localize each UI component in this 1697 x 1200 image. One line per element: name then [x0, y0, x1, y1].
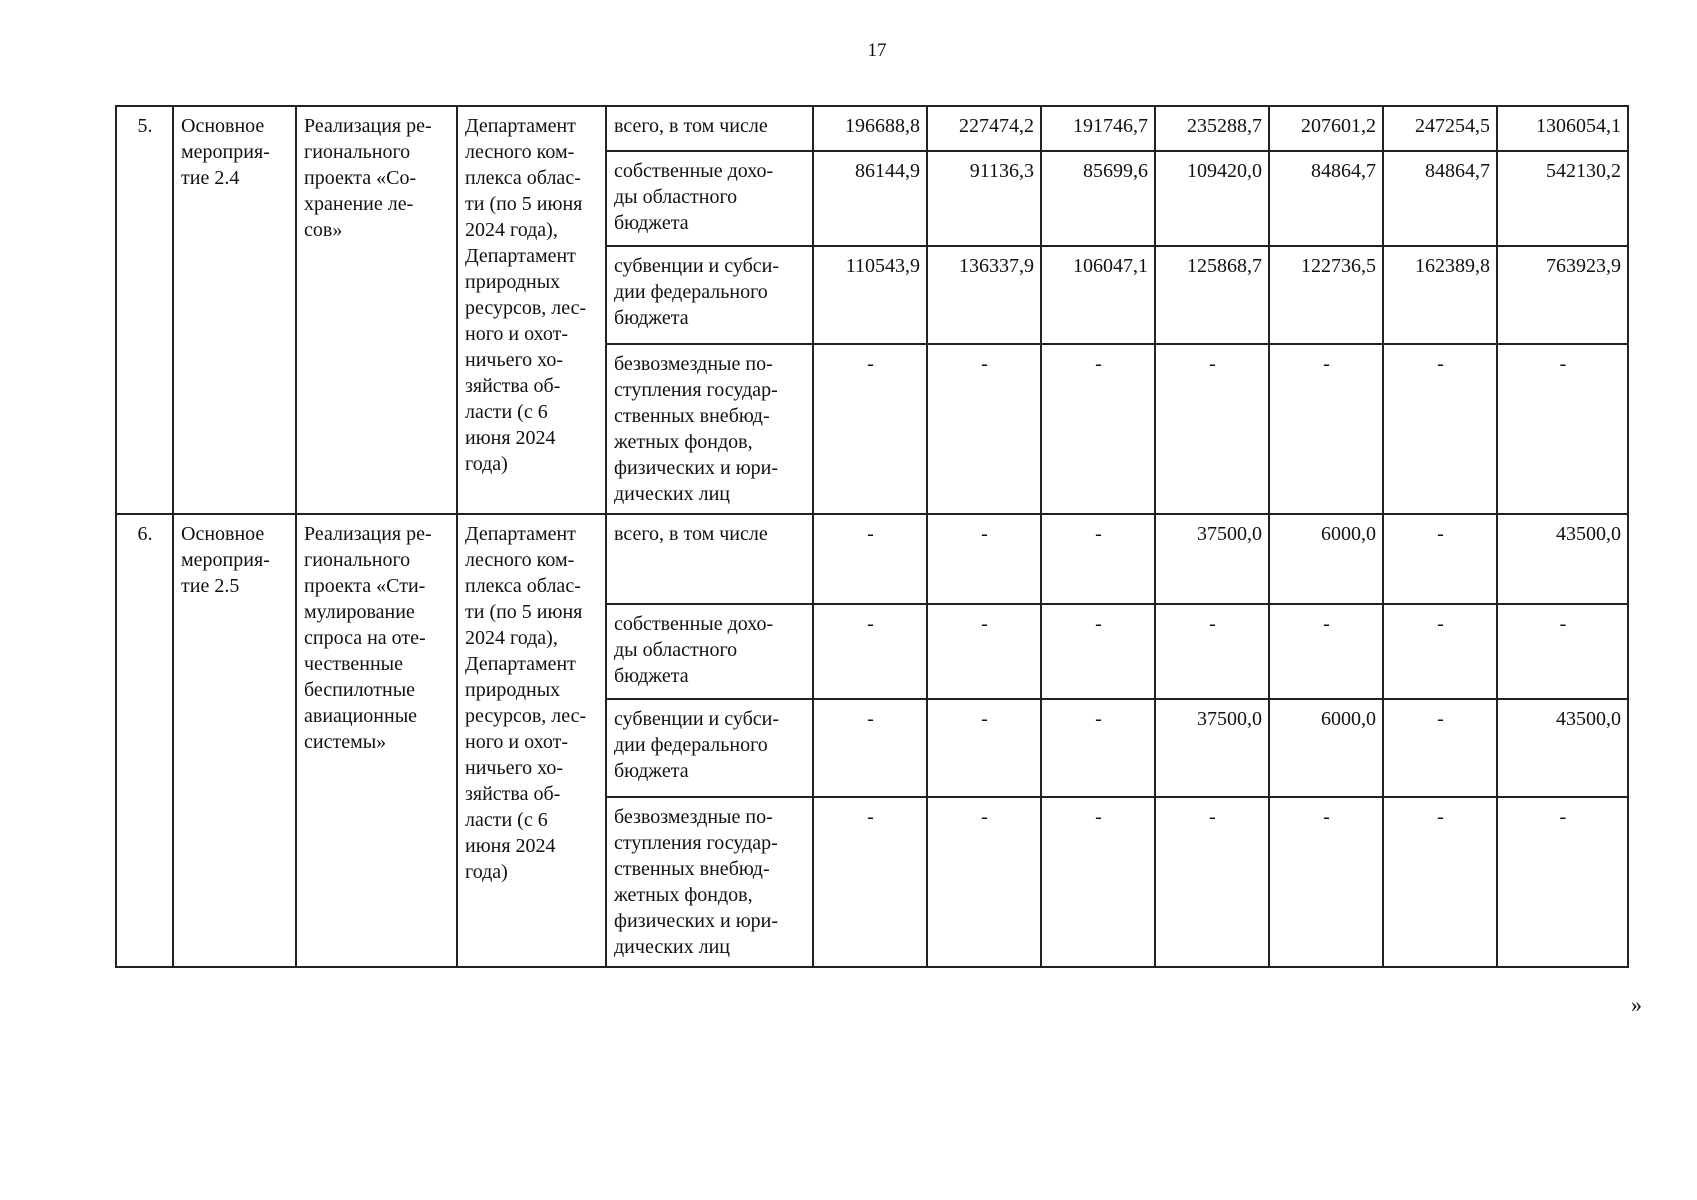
project-cell-text: Реализация ре- гионального проекта «Со- хранение ле- сов»	[304, 115, 432, 241]
table-row	[116, 106, 1628, 151]
amount-cell: -	[1041, 344, 1155, 514]
amount-cell: -	[927, 514, 1041, 604]
funding-source-label: субвенции и субси- дии федерального бюджета	[614, 708, 780, 782]
funding-source-cell	[606, 151, 813, 246]
amount-cell: 85699,6	[1041, 151, 1155, 246]
project-cell-text: Реализация ре- гионального проекта «Сти- мулирование спроса на оте- чественные беспилотные авиационные системы»	[304, 523, 432, 753]
amount-cell: 122736,5	[1269, 246, 1383, 344]
closing-quote: »	[1631, 992, 1642, 1017]
funding-source-cell	[606, 699, 813, 797]
amount-cell: -	[1383, 699, 1497, 797]
amount-cell: -	[1269, 604, 1383, 699]
funding-source-label: всего, в том числе	[614, 523, 768, 545]
table-body	[116, 106, 1628, 967]
executor-cell-text: Департамент лесного ком- плекса облас- ти (по 5 июня 2024 года), Департамент природных ресурсов, лес- ного и охот- ничьего хо- зяйства об- ласти (с 6 июня 2024 года)	[465, 523, 587, 883]
amount-cell: 84864,7	[1383, 151, 1497, 246]
amount-cell: 763923,9	[1497, 246, 1628, 344]
amount-cell: 110543,9	[813, 246, 927, 344]
row-index-text: 6.	[137, 523, 153, 545]
amount-cell: -	[1497, 797, 1628, 967]
funding-source-cell	[606, 344, 813, 514]
amount-cell: -	[813, 699, 927, 797]
amount-cell: -	[1041, 797, 1155, 967]
amount-cell: -	[927, 797, 1041, 967]
project-cell	[296, 514, 457, 967]
amount-cell: -	[813, 797, 927, 967]
funding-source-cell	[606, 797, 813, 967]
funding-source-cell	[606, 604, 813, 699]
amount-cell: -	[927, 344, 1041, 514]
amount-cell: 191746,7	[1041, 106, 1155, 151]
executor-cell-text: Департамент лесного ком- плекса облас- ти (по 5 июня 2024 года), Департамент природных ресурсов, лес- ного и охот- ничьего хо- зяйства об- ласти (с 6 июня 2024 года)	[465, 115, 587, 475]
amount-cell: -	[1383, 514, 1497, 604]
amount-cell: 86144,9	[813, 151, 927, 246]
amount-cell: 227474,2	[927, 106, 1041, 151]
funding-source-label: собственные дохо- ды областного бюджета	[614, 160, 774, 234]
amount-cell: -	[1497, 344, 1628, 514]
amount-cell: -	[813, 604, 927, 699]
executor-cell	[457, 106, 606, 514]
activity-cell	[173, 106, 296, 514]
amount-cell: -	[1269, 797, 1383, 967]
row-index	[116, 514, 173, 967]
amount-cell: 196688,8	[813, 106, 927, 151]
amount-cell: 235288,7	[1155, 106, 1269, 151]
funding-source-label: собственные дохо- ды областного бюджета	[614, 613, 774, 687]
activity-cell-text: Основное мероприя- тие 2.5	[181, 523, 270, 597]
amount-cell: -	[927, 699, 1041, 797]
amount-cell: 43500,0	[1497, 514, 1628, 604]
amount-cell: -	[1383, 344, 1497, 514]
amount-cell: -	[1383, 797, 1497, 967]
funding-source-cell	[606, 246, 813, 344]
amount-cell: 84864,7	[1269, 151, 1383, 246]
funding-source-label: безвозмездные по- ступления государ- ственных внебюд- жетных фондов, физических и юри- дических лиц	[614, 353, 779, 505]
table-row	[116, 514, 1628, 604]
activity-cell-text: Основное мероприя- тие 2.4	[181, 115, 270, 189]
amount-cell: 109420,0	[1155, 151, 1269, 246]
amount-cell: 207601,2	[1269, 106, 1383, 151]
funding-source-label: субвенции и субси- дии федерального бюджета	[614, 255, 780, 329]
funding-source-label: всего, в том числе	[614, 115, 768, 137]
funding-source-cell	[606, 514, 813, 604]
amount-cell: -	[1041, 514, 1155, 604]
amount-cell: -	[1155, 797, 1269, 967]
amount-cell: -	[1155, 344, 1269, 514]
amount-cell: -	[1269, 344, 1383, 514]
amount-cell: 43500,0	[1497, 699, 1628, 797]
row-index-text: 5.	[137, 115, 153, 137]
amount-cell: 247254,5	[1383, 106, 1497, 151]
row-index	[116, 106, 173, 514]
executor-cell	[457, 514, 606, 967]
page-number: 17	[867, 40, 887, 61]
amount-cell: 91136,3	[927, 151, 1041, 246]
amount-cell: -	[1497, 604, 1628, 699]
amount-cell: -	[1041, 699, 1155, 797]
amount-cell: 162389,8	[1383, 246, 1497, 344]
amount-cell: -	[927, 604, 1041, 699]
amount-cell: 6000,0	[1269, 514, 1383, 604]
activity-cell	[173, 514, 296, 967]
amount-cell: -	[813, 514, 927, 604]
amount-cell: 136337,9	[927, 246, 1041, 344]
amount-cell: 37500,0	[1155, 699, 1269, 797]
funding-source-cell	[606, 106, 813, 151]
amount-cell: 37500,0	[1155, 514, 1269, 604]
amount-cell: -	[1383, 604, 1497, 699]
budget-table	[115, 105, 1629, 968]
amount-cell: 6000,0	[1269, 699, 1383, 797]
amount-cell: -	[1041, 604, 1155, 699]
amount-cell: 1306054,1	[1497, 106, 1628, 151]
amount-cell: 106047,1	[1041, 246, 1155, 344]
amount-cell: -	[813, 344, 927, 514]
amount-cell: 125868,7	[1155, 246, 1269, 344]
amount-cell: -	[1155, 604, 1269, 699]
funding-source-label: безвозмездные по- ступления государ- ственных внебюд- жетных фондов, физических и юри- дических лиц	[614, 806, 779, 958]
project-cell	[296, 106, 457, 514]
amount-cell: 542130,2	[1497, 151, 1628, 246]
